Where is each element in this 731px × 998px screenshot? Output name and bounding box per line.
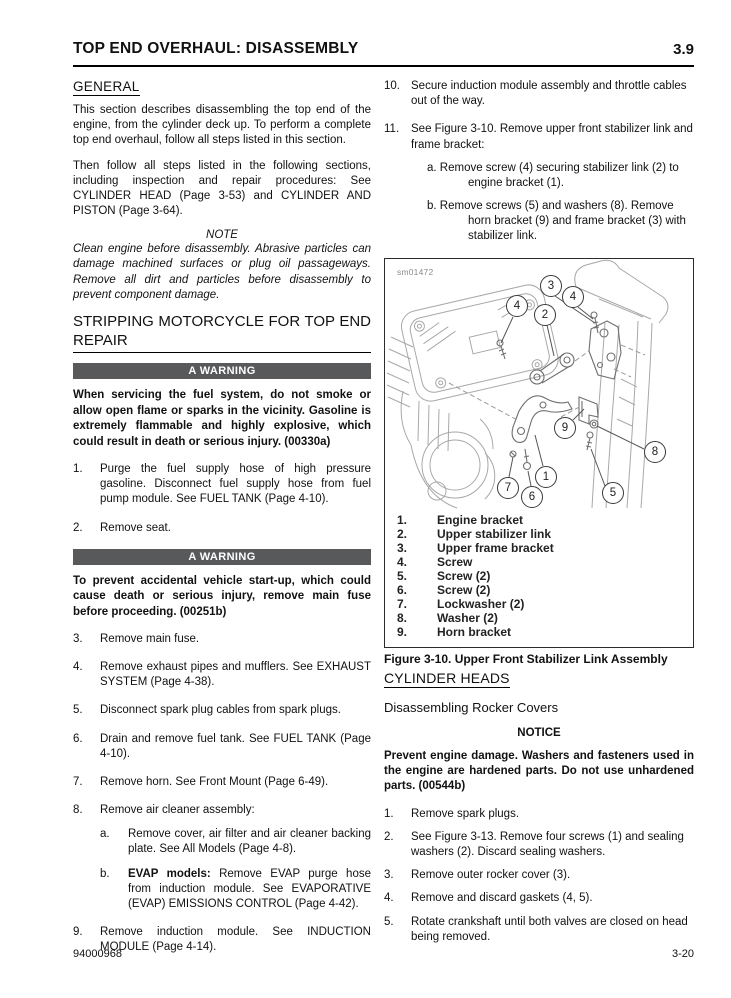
step-text: See Figure 3-10. Remove upper front stabilizer link and frame bracket:: [411, 123, 693, 151]
page-title: TOP END OVERHAUL: DISASSEMBLY: [73, 40, 359, 57]
warning-text-1: When servicing the fuel system, do not smoke or allow open flame or sparks in the vicinity. Gasoline is extremely flammable and highly explosive, which could result in death or serious injury. (00330a): [73, 389, 371, 448]
sub-step-item: [100, 867, 371, 913]
step-item: [73, 703, 371, 718]
step-number: 10.: [384, 80, 400, 92]
step-item: [73, 732, 371, 762]
step-item: [384, 122, 694, 244]
steps-3-9: [73, 632, 371, 956]
figure-callout-4: 4: [506, 295, 528, 317]
note-text: Clean engine before disassembly. Abrasive particles can damage machined surfaces or plug oil passageways. Remove all dirt and particles before disassembly to prevent component damage.: [73, 243, 371, 301]
heading-stripping: STRIPPING MOTORCYCLE FOR TOP END REPAIR: [73, 313, 371, 354]
legend-row: [397, 541, 685, 555]
frame-line-art: [575, 260, 668, 508]
legend-number: 4.: [397, 554, 408, 569]
figure-callout-9: 9: [554, 417, 576, 439]
legend-label: Upper stabilizer link: [437, 526, 552, 541]
page-footer: [73, 948, 694, 960]
step-text: Remove induction module. See INDUCTION MODULE (Page 4-14).: [100, 926, 371, 954]
figure-callout-4: 4: [562, 286, 584, 308]
step-text: See Figure 3-13. Remove four screws (1) and sealing washers (2). Discard sealing washers.: [411, 830, 684, 859]
legend-row: [397, 527, 685, 541]
page-header: [73, 40, 694, 67]
page-number: 3-20: [671, 948, 694, 960]
steps-10-11: [384, 79, 694, 245]
step-item: [384, 915, 694, 945]
legend-number: 8.: [397, 610, 408, 625]
step-item: [73, 660, 371, 690]
step-number: 8.: [73, 804, 83, 817]
step-item: [384, 807, 694, 822]
legend-row: [397, 569, 685, 583]
legend-label: Screw: [437, 554, 473, 569]
step-number: 4.: [73, 661, 83, 674]
heading-general: GENERAL: [73, 79, 140, 94]
figure-callout-3: 3: [540, 275, 562, 297]
step-item: [384, 830, 694, 860]
step-text: Remove spark plugs.: [411, 807, 520, 820]
step-item: [73, 521, 371, 536]
section-number: 3.9: [673, 41, 694, 58]
legend-row: [397, 513, 685, 527]
steps-1-2: [73, 462, 371, 536]
bracket-parts-art: [497, 312, 621, 470]
figure-callout-1: 1: [535, 466, 557, 488]
step-number: 2.: [73, 521, 83, 534]
figure-legend: [385, 509, 693, 647]
subheading-rocker-covers: Disassembling Rocker Covers: [384, 699, 559, 715]
figure-callout-7: 7: [497, 477, 519, 499]
legend-number: 2.: [397, 526, 408, 541]
step-number: 4.: [384, 892, 394, 905]
figure-caption: Figure 3-10. Upper Front Stabilizer Link Assembly: [384, 651, 668, 666]
step-text: Remove air cleaner assembly:: [100, 804, 255, 817]
step-text: Remove horn. See Front Mount (Page 6-49).: [100, 775, 329, 788]
notice-label: NOTICE: [517, 726, 561, 739]
legend-row: [397, 625, 685, 639]
step-number: 2.: [384, 830, 394, 843]
sub-step-item: a. Remove screw (4) securing stabilizer link (2) to engine bracket (1).: [427, 161, 679, 189]
sub-step-letter: b.: [100, 867, 110, 880]
figure-3-10: [384, 258, 694, 648]
legend-label: Lockwasher (2): [437, 596, 525, 611]
step-text: Secure induction module assembly and throttle cables out of the way.: [411, 80, 687, 108]
figure-callout-8: 8: [644, 441, 666, 463]
step-number: 7.: [73, 775, 83, 788]
heading-cylinder-heads: CYLINDER HEADS: [384, 669, 510, 686]
legend-label: Screw (2): [437, 582, 491, 597]
notice-text: Prevent engine damage. Washers and fasteners used in the engine are hardened parts. Do not use unhardened parts. (00544b): [384, 749, 694, 793]
legend-row: [397, 555, 685, 569]
step-number: 5.: [384, 915, 394, 928]
step-text: Remove main fuse.: [100, 632, 200, 645]
legend-row: [397, 583, 685, 597]
sub-step-text: Remove cover, air filter and air cleaner backing plate. See All Models (Page 4-8).: [128, 828, 371, 856]
legend-number: 9.: [397, 624, 408, 639]
legend-label: Horn bracket: [437, 624, 512, 639]
part-number: 94000968: [73, 948, 122, 960]
general-paragraph-1: This section describes disassembling the top end of the engine, from the cylinder deck up. To perform a complete top end overhaul, follow all steps listed in this section.: [73, 104, 371, 147]
legend-label: Engine bracket: [437, 512, 524, 527]
legend-number: 5.: [397, 568, 408, 583]
step-number: 1.: [73, 463, 83, 476]
step-number: 6.: [73, 732, 83, 745]
warning-banner: A WARNING: [73, 549, 371, 565]
step-text: Remove seat.: [100, 521, 171, 534]
step-item: [384, 891, 694, 906]
legend-row: [397, 611, 685, 625]
legend-number: 3.: [397, 540, 408, 555]
step-text: Rotate crankshaft until both valves are closed on head being removed.: [411, 915, 688, 943]
sub-step-item: b. Remove screws (5) and washers (8). Remove horn bracket (9) and frame bracket (3) with stabilizer link.: [427, 200, 686, 243]
figure-callout-6: 6: [521, 486, 543, 508]
sub-step-letter: a.: [100, 828, 110, 841]
legend-number: 1.: [397, 512, 408, 527]
figure-callout-2: 2: [534, 304, 556, 326]
sub-step-item: [100, 827, 371, 857]
figure-callout-5: 5: [602, 482, 624, 504]
step-item: [73, 775, 371, 790]
sub-step-text: EVAP models: Remove EVAP purge hose from induction module. See EVAPORATIVE (EVAP) EMISSIONS CONTROL (Page 4-42).: [128, 867, 371, 910]
left-column: [73, 79, 371, 969]
step-text: Remove and discard gaskets (4, 5).: [411, 892, 593, 905]
legend-number: 6.: [397, 582, 408, 597]
dashed-leader-lines: [449, 345, 645, 421]
step-item: [73, 462, 371, 508]
step-text: Drain and remove fuel tank. See FUEL TANK (Page 4-10).: [100, 732, 371, 760]
general-paragraph-2: Then follow all steps listed in the following sections, including inspection and repair procedures: See CYLINDER HEAD (Page 3-53) and CYLINDER AND PISTON (Page 3-64).: [73, 159, 371, 218]
steps-rocker-1-5: [384, 807, 694, 945]
step-number: 5.: [73, 704, 83, 717]
step-item: [384, 79, 694, 109]
step-number: 9.: [73, 926, 83, 939]
step-number: 1.: [384, 807, 394, 820]
step-text: Disconnect spark plug cables from spark plugs.: [100, 704, 341, 717]
step-item: [384, 868, 694, 883]
right-column: [384, 79, 694, 969]
step-number: 3.: [73, 632, 83, 645]
legend-row: [397, 597, 685, 611]
legend-label: Washer (2): [437, 610, 498, 625]
figure-art: [385, 259, 693, 509]
step-number: 11.: [384, 123, 400, 136]
legend-label: Upper frame bracket: [437, 540, 554, 555]
warning-text-2: To prevent accidental vehicle start-up, which could cause death or serious injury, remove main fuse before proceeding. (00251b): [73, 574, 371, 618]
callout-leader-lines: [501, 296, 644, 486]
step-text: Remove exhaust pipes and mufflers. See EXHAUST SYSTEM (Page 4-38).: [100, 661, 371, 689]
step-text: Purge the fuel supply hose of high pressure gasoline. Disconnect fuel supply hose from fuel pump module. See FUEL TANK (Page 4-10).: [100, 463, 371, 506]
legend-label: Screw (2): [437, 568, 491, 583]
note-label: NOTE: [206, 229, 238, 242]
step-text: Remove outer rocker cover (3).: [411, 869, 571, 882]
step-number: 3.: [384, 869, 394, 882]
warning-banner: A WARNING: [73, 363, 371, 379]
step-item: [73, 632, 371, 647]
cylinder-heads-section: [384, 670, 694, 945]
figure-code: sm01472: [397, 266, 434, 277]
step-item: [73, 803, 371, 912]
legend-number: 7.: [397, 596, 408, 611]
